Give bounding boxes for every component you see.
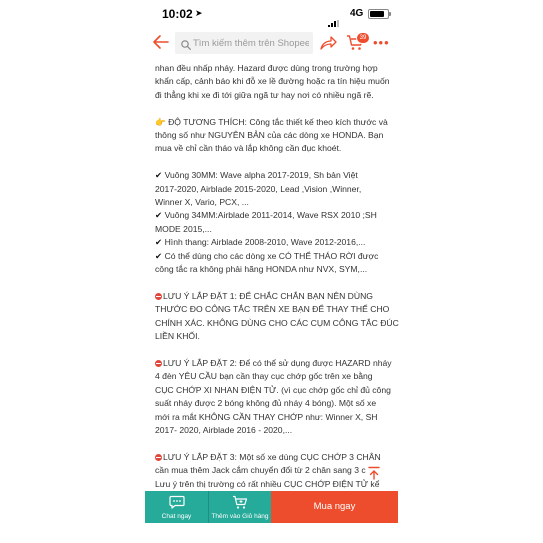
home-indicator-area xyxy=(145,523,398,543)
battery-level xyxy=(370,11,384,17)
search-icon xyxy=(181,37,191,55)
chat-now-button[interactable] xyxy=(145,491,209,523)
pointing-hand-icon: 👉 xyxy=(155,116,166,127)
text-line: thông số như NGUYÊN BẢN của các dòng xe HONDA. Bạn xyxy=(155,130,384,141)
chat-icon xyxy=(169,495,185,514)
text-line: Vuông 34MM:Airblade 2011-2014, Wave RSX 2010 ;SH xyxy=(164,210,377,221)
text-line: LƯU Ý LẮP ĐẶT 2: Để có thể sử dụng được HAZARD nháy xyxy=(163,357,392,368)
text-line: 2017-2020, Airblade 2015-2020, Lead ,Vision ,Winner, xyxy=(155,183,362,194)
text-line: mới ra mắt KHÔNG CẦN THAY CHỚP như: Winner X, SH xyxy=(155,411,378,422)
search-input[interactable] xyxy=(193,35,309,51)
buy-now-button[interactable] xyxy=(271,491,398,523)
no-entry-icon xyxy=(155,293,162,300)
text-line: LƯU Ý LẮP ĐẶT 3: Một số xe dùng CỤC CHỚP 3 CHÂN xyxy=(163,451,381,462)
phone-screen xyxy=(145,0,398,543)
checkmark-icon: ✔ xyxy=(155,237,163,248)
text-line: cần mua thêm Jack cắm chuyển đổi từ 2 chân sang 3 c xyxy=(155,465,366,476)
checkmark-icon: ✔ xyxy=(155,210,163,221)
add-to-cart-button[interactable] xyxy=(209,491,271,523)
text-line: đi thẳng khi xe đi tới giữa ngã tư hay nơi có nhiều ngã rẽ. xyxy=(155,89,374,100)
no-entry-icon xyxy=(155,454,162,461)
text-line: suất nháy được 2 bóng không đủ nháy 4 bóng). Một số xe xyxy=(155,398,377,409)
search-box[interactable] xyxy=(175,32,313,54)
text-line: khẩn cấp, cảnh báo khi đỗ xe lề đường hoặc ra tín hiệu muốn xyxy=(155,76,390,87)
text-line: MODE 2015,... xyxy=(155,223,212,234)
text-line: Lưu ý trên thị trường có rất nhiều CỤC CHỚP ĐIỆN TỬ kể xyxy=(155,478,380,489)
text-line: THƯỚC ĐO CÔNG TẮC TRÊN XE BẠN ĐỂ THAY THẾ CHO xyxy=(155,304,390,315)
text-line: công tắc ra không phải hãng HONDA như NVX, SYM,... xyxy=(155,264,368,275)
text-line: Vuông 30MM: Wave alpha 2017-2019, Sh bản Việt xyxy=(164,170,358,181)
compatibility-paragraph xyxy=(155,116,391,156)
status-bar xyxy=(145,0,398,26)
scroll-to-top-icon[interactable] xyxy=(367,466,381,485)
cart-count-badge: 39 xyxy=(356,32,370,44)
status-time: 10:02 xyxy=(162,7,193,21)
location-arrow-icon: ➤ xyxy=(195,8,203,18)
network-type: 4G xyxy=(350,8,364,19)
text-line: ĐỘ TƯƠNG THÍCH: Công tắc thiết kế theo kích thước và xyxy=(168,116,388,127)
add-to-cart-label: Thêm vào Giỏ hàng xyxy=(211,513,269,520)
buy-now-label: Mua ngay xyxy=(313,501,356,512)
text-line: LƯU Ý LẮP ĐẶT 1: ĐỂ CHẮC CHẮN BẠN NÊN DÙNG xyxy=(163,290,373,301)
back-arrow-icon[interactable] xyxy=(151,33,171,53)
compatibility-checklist xyxy=(155,169,391,276)
text-line: Có thể dùng cho các dòng xe CÓ THỂ THÁO RỜI được xyxy=(164,250,379,261)
install-note-2 xyxy=(155,357,391,437)
checkmark-icon: ✔ xyxy=(155,250,163,261)
product-description xyxy=(155,62,399,490)
text-line: 2017- 2020, Airblade 2016 - 2020,... xyxy=(155,424,293,435)
more-options-icon[interactable]: ••• xyxy=(373,35,390,50)
description-paragraph xyxy=(155,62,391,102)
checkmark-icon: ✔ xyxy=(155,170,163,181)
no-entry-icon xyxy=(155,360,162,367)
bottom-action-bar xyxy=(145,491,398,523)
signal-strength-icon xyxy=(328,10,340,28)
top-bar xyxy=(145,27,398,61)
chat-now-label: Chat ngay xyxy=(161,513,192,520)
install-note-1 xyxy=(155,290,399,344)
text-line: 4 đèn YÊU CẦU bạn cần thay cục chớp gốc trên xe bằng xyxy=(155,371,373,382)
text-line: CỤC CHỚP XI NHAN ĐIỆN TỬ. (vì cục chớp gốc chỉ đủ công xyxy=(155,384,391,395)
text-line: CHÍNH XÁC. KHÔNG DÙNG CHO CÁC CỤM CÔNG TẮC ĐÚC xyxy=(155,317,399,328)
battery-icon xyxy=(368,9,389,19)
text-line: mua về chỉ cần tháo và lắp không cần đục khoét. xyxy=(155,143,342,154)
text-line: LIỀN KHỐI. xyxy=(155,331,200,342)
share-icon[interactable] xyxy=(319,35,337,56)
add-to-cart-icon xyxy=(232,495,248,515)
text-line: Winner X, Vario, PCX, ... xyxy=(155,197,249,208)
text-line: Hình thang: Airblade 2008-2010, Wave 2012-2016,... xyxy=(164,237,366,248)
text-line: nhan đều nhấp nháy. Hazard được dùng trong trường hợp xyxy=(155,63,378,73)
